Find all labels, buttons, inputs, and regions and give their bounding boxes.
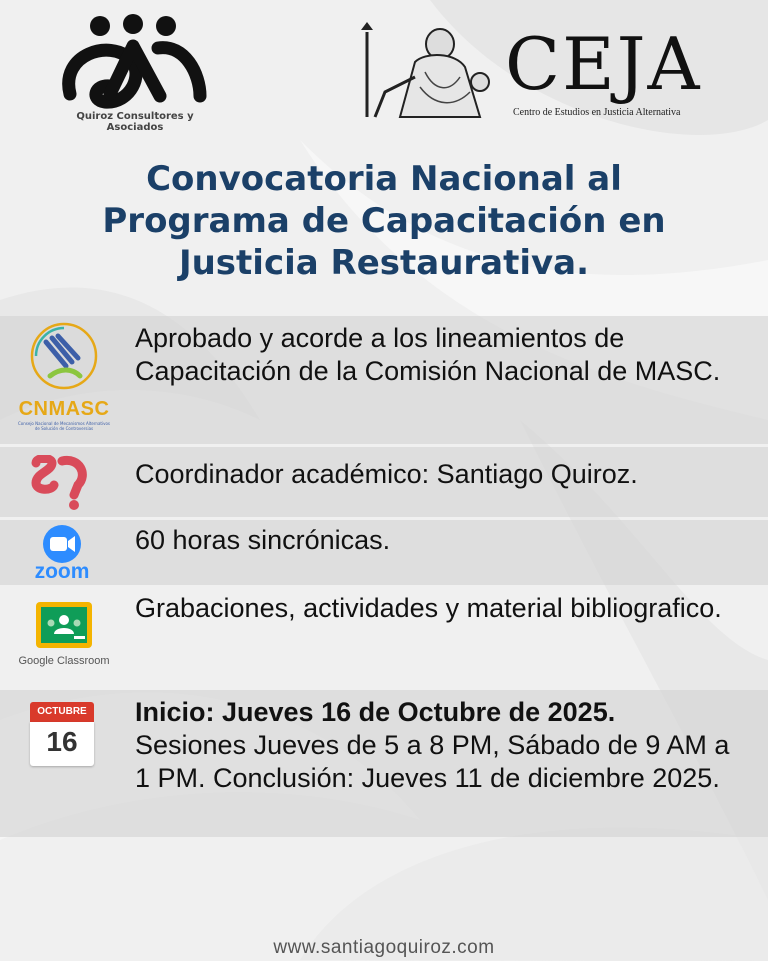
start-date-text: Inicio: Jueves 16 de Octubre de 2025. [135,697,616,727]
calendar-icon [30,702,96,768]
schedule-text: Sesiones Jueves de 5 a 8 PM, Sábado de 9 AM a 1 PM. Conclusión: Jueves 11 de diciembre 2025. [135,730,730,793]
ceja-wordmark: CEJA [505,22,702,106]
cnmasc-logo [14,320,114,435]
item-text-cnmasc: Aprobado y acorde a los lineamientos de Capacitación de la Comisión Nacional de MASC. [135,323,721,386]
ceja-subtitle: Centro de Estudios en Justicia Alternativa [513,107,681,118]
zoom-logo [26,524,98,584]
classroom-wordmark: Google Classroom [18,655,110,667]
title-line-2: Programa de Capacitación en [102,201,666,241]
justice-statue-icon [355,22,505,122]
item-text-dates [135,696,748,795]
cnmasc-wordmark: CNMASC [18,398,110,420]
ceja-logo [355,22,725,122]
qca-people-icon [50,14,220,109]
item-text-zoom: 60 horas sincrónicas. [135,525,391,555]
sq-monogram-icon [30,455,90,511]
website-link[interactable]: www.santiagoquiroz.com [273,937,495,958]
item-text-coordinator: Coordinador académico: Santiago Quiroz. [135,459,638,489]
cnmasc-emblem-icon [14,320,114,400]
title-line-1: Convocatoria Nacional al [146,159,622,199]
title-line-3: Justicia Restaurativa. [178,243,590,283]
calendar-day: 16 [46,726,78,757]
zoom-camera-icon [26,524,98,564]
qca-caption: Quiroz Consultores y Asociados [76,111,194,133]
qca-logo [50,14,220,133]
calendar-month: OCTUBRE [30,702,94,722]
classroom-board-icon [16,600,112,650]
zoom-wordmark: zoom [34,560,90,583]
sq-logo [30,455,90,511]
cnmasc-subtitle-1: Consejo Nacional de Mecanismos Alternativos [18,421,110,426]
item-text-classroom: Grabaciones, actividades y material bibliografico. [135,593,722,623]
cnmasc-subtitle-2: de Solución de Controversias [34,426,94,431]
page-title [40,158,728,284]
google-classroom-logo [16,600,112,672]
